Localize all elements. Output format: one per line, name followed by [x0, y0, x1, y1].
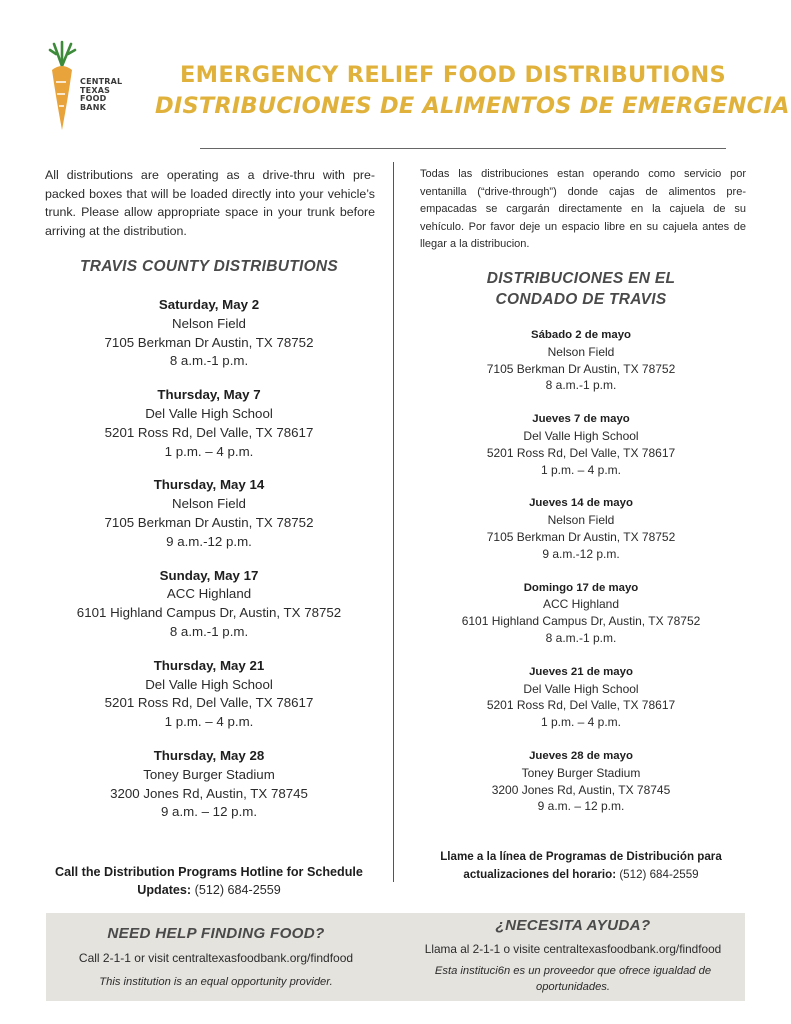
schedule-entry	[40, 296, 378, 371]
entry-time: 9 a.m.-12 p.m.	[542, 546, 620, 561]
entry-address: 7105 Berkman Dr Austin, TX 78752	[486, 361, 676, 376]
entry-time: 8 a.m.-1 p.m.	[545, 378, 617, 393]
english-schedule-heading: TRAVIS COUNTY DISTRIBUTIONS	[79, 258, 339, 275]
entry-time: 1 p.m. – 4 p.m.	[540, 462, 622, 477]
hotline-phone: (512) 684-2559	[194, 883, 281, 897]
entry-address: 5201 Ross Rd, Del Valle, TX 78617	[486, 698, 676, 713]
entry-address: 7105 Berkman Dr Austin, TX 78752	[104, 514, 314, 530]
schedule-entry	[415, 664, 747, 731]
entry-date: Sábado 2 de mayo	[530, 329, 632, 341]
entry-time: 9 a.m. – 12 p.m.	[160, 804, 258, 820]
schedule-entry	[415, 495, 747, 562]
entry-address: 5201 Ross Rd, Del Valle, TX 78617	[104, 424, 314, 440]
hotline-label-line2: actualizaciones del horario:	[463, 868, 617, 881]
footer-heading-english: NEED HELP FINDING FOOD?	[107, 925, 325, 942]
entry-date: Thursday, May 21	[153, 657, 265, 673]
hotline-label-line1: Llame a la línea de Programas de Distribución para	[440, 850, 722, 863]
hotline-phone: (512) 684-2559	[619, 868, 699, 881]
footer-help-line-spanish: Llama al 2-1-1 o visite centraltexasfoodbank.org/findfood	[424, 942, 722, 956]
schedule-entry	[40, 476, 378, 551]
entry-date: Jueves 28 de mayo	[529, 749, 633, 762]
footer-note-english: This institution is an equal opportunity provider.	[99, 976, 333, 988]
schedule-entry	[40, 567, 378, 642]
entry-address: 7105 Berkman Dr Austin, TX 78752	[104, 334, 314, 350]
entry-venue: Nelson Field	[547, 344, 615, 359]
column-divider	[393, 162, 394, 882]
footer-help-line-english: Call 2-1-1 or visit centraltexasfoodbank.org/findfood	[78, 951, 354, 965]
entry-address: 5201 Ross Rd, Del Valle, TX 78617	[486, 445, 676, 460]
entry-venue: Nelson Field	[172, 315, 246, 331]
page-title-spanish: DISTRIBUCIONES DE ALIMENTOS DE EMERGENCIA	[155, 93, 790, 119]
entry-date: Saturday, May 2	[158, 297, 260, 312]
entry-venue: Del Valle High School	[523, 681, 639, 696]
entry-time: 8 a.m.-1 p.m.	[169, 353, 249, 369]
page-title-english: EMERGENCY RELIEF FOOD DISTRIBUTIONS	[180, 62, 726, 88]
footer-english	[46, 913, 386, 990]
entry-venue: Del Valle High School	[145, 676, 273, 692]
entry-venue: ACC Highland	[166, 586, 252, 602]
entry-date: Domingo 17 de mayo	[523, 581, 639, 594]
spanish-schedule	[415, 268, 747, 832]
entry-date: Jueves 21 de mayo	[529, 665, 633, 678]
entry-venue: ACC Highland	[542, 597, 620, 612]
entry-venue: Toney Burger Stadium	[143, 766, 275, 782]
footer-heading-spanish: ¿NECESITA AYUDA?	[495, 917, 651, 934]
entry-date: Jueves 14 de mayo	[529, 497, 633, 510]
entry-time: 1 p.m. – 4 p.m.	[540, 715, 622, 730]
help-footer	[46, 913, 745, 1001]
english-schedule	[40, 258, 378, 837]
entry-time: 1 p.m. – 4 p.m.	[164, 714, 254, 730]
entry-address: 3200 Jones Rd, Austin, TX 78745	[491, 782, 671, 797]
footer-note-spanish: Esta instituci6n es un proveedor que ofrece igualdad de oportunidades.	[434, 965, 712, 993]
footer-spanish	[401, 913, 745, 995]
entry-date: Sunday, May 17	[159, 567, 259, 583]
schedule-entry	[40, 747, 378, 822]
schedule-entry	[415, 580, 747, 647]
schedule-entry	[415, 411, 747, 478]
schedule-entry	[40, 657, 378, 732]
hotline-label: Call the Distribution Programs Hotline for Schedule Updates:	[55, 865, 363, 897]
spanish-heading-line2: CONDADO DE TRAVIS	[495, 291, 667, 308]
entry-date: Jueves 7 de mayo	[532, 413, 630, 426]
intro-spanish: Todas las distribuciones estan operando como servicio por ventanilla (“drive-through”) donde cajas de alimentos pre-empacadas se cargarán directamente en la cajuela de su vehículo. Por favor deje un espacio libre en su cajuela antes de llegar a la distribucion.	[420, 168, 746, 250]
schedule-entry	[40, 386, 378, 461]
entry-date: Thursday, May 14	[153, 477, 265, 493]
logo-wordmark: CENTRAL TEXAS FOOD BANK	[80, 77, 123, 112]
entry-venue: Nelson Field	[547, 513, 615, 528]
entry-venue: Nelson Field	[172, 496, 246, 512]
header-rule	[200, 148, 726, 149]
entry-venue: Toney Burger Stadium	[521, 765, 641, 780]
entry-date: Thursday, May 7	[157, 387, 261, 403]
schedule-entry	[415, 748, 747, 815]
entry-time: 8 a.m.-1 p.m.	[545, 630, 617, 645]
entry-venue: Del Valle High School	[145, 405, 273, 421]
spanish-heading-line1: DISTRIBUCIONES EN EL	[486, 270, 676, 287]
schedule-entry	[415, 327, 747, 394]
entry-address: 3200 Jones Rd, Austin, TX 78745	[110, 785, 308, 801]
entry-address: 7105 Berkman Dr Austin, TX 78752	[486, 529, 676, 544]
entry-time: 1 p.m. – 4 p.m.	[164, 443, 254, 459]
entry-date: Thursday, May 28	[153, 747, 265, 763]
entry-address: 6101 Highland Campus Dr, Austin, TX 78752	[461, 614, 701, 629]
hotline-english	[40, 863, 378, 899]
spanish-schedule-heading	[415, 268, 747, 310]
intro-english: All distributions are operating as a drive-thru with pre-packed boxes that will be loaded directly into your vehicle’s trunk. Please allow appropriate space in your trunk before arriving at the distribution.	[45, 168, 375, 238]
entry-address: 6101 Highland Campus Dr, Austin, TX 78752	[76, 605, 342, 621]
entry-time: 9 a.m. – 12 p.m.	[537, 799, 625, 814]
hotline-spanish	[415, 848, 747, 884]
entry-time: 8 a.m.-1 p.m.	[169, 623, 249, 639]
entry-address: 5201 Ross Rd, Del Valle, TX 78617	[104, 695, 314, 711]
entry-time: 9 a.m.-12 p.m.	[166, 533, 252, 549]
entry-venue: Del Valle High School	[523, 428, 639, 443]
